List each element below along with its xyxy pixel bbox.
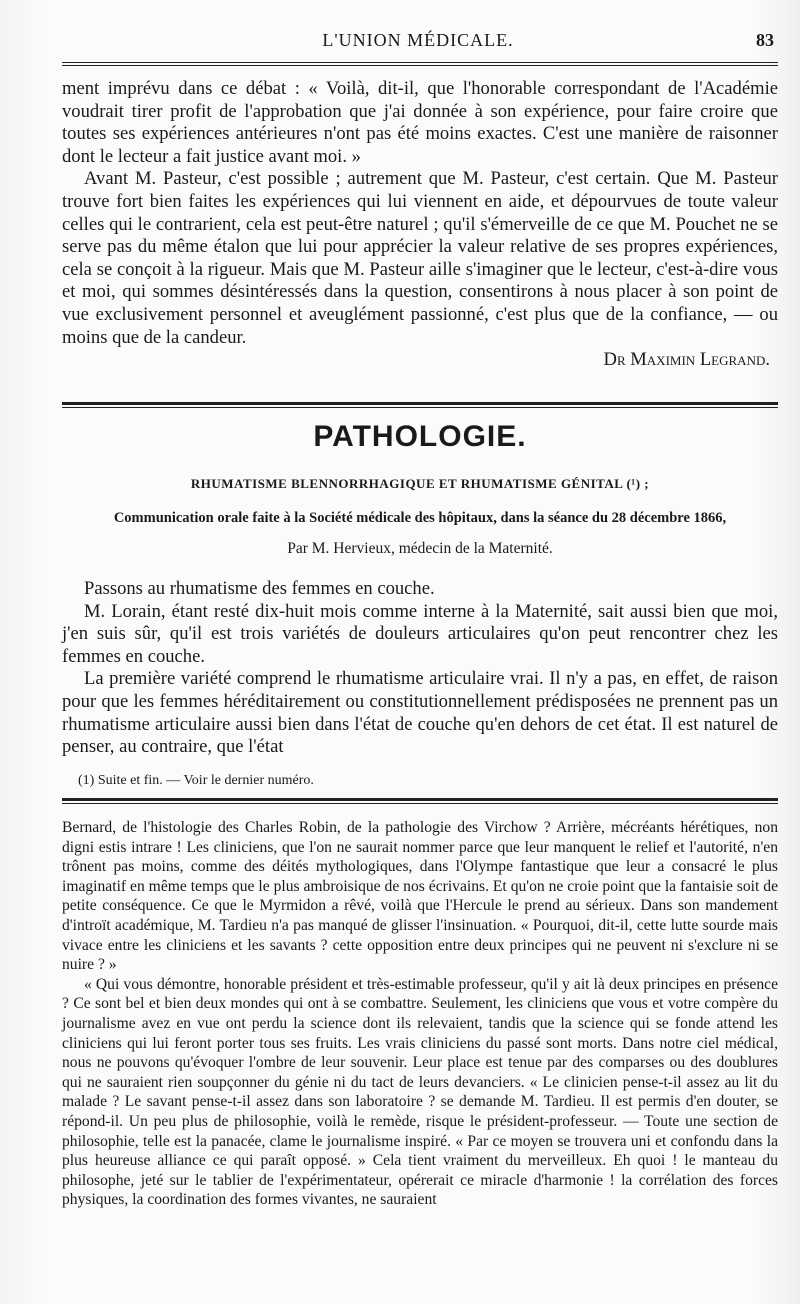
header-rule	[62, 62, 778, 63]
feuilleton-paragraph-2: « Qui vous démontre, honorable président et très-estimable professeur, qu'il y ait là deux principes en présence ? Ce sont bel et bien deux mondes qui ont à se combattre. Seulement, les cliniciens que vous et votre compère du journalisme avez en vue ont perdu la science dont ils relevaient, tandis que la science qui se fonde attend les cliniciens qui lui feront porter tous ses fruits. Les vrais cliniciens du passé sont morts. Dans notre ciel médical, nous ne pouvons qu'évoquer l'ombre de leur souvenir. Leur place est tenue par des comparses ou des doublures qui ne sauraient rien soupçonner du génie ni du tact de leurs devanciers. « Le clinicien pense-t-il assez au lit du malade ? Le savant pense-t-il assez dans son laboratoire ? se demande M. Tardieu. Il est permis d'en douter, se répond-il. Un peu plus de philosophie, voilà le remède, risque le président-professeur. — Toute une section de philosophie, telle est la panacée, clame le journalisme inspiré. « Par ce moyen se trouvera uni et confondu dans la plus heureuse alliance ce qui paraît opposé. » Cela tient vraiment du merveilleux. Eh quoi ! le manteau du philosophe, jeté sur le tablier de l'expérimentateur, opérerait ce miracle d'harmonie ! la corrélation des forces physiques, la coordination des formes vivantes, ne sauraient	[62, 975, 778, 1209]
page-number: 83	[756, 30, 774, 50]
body-paragraph-1: Passons au rhumatisme des femmes en couche.	[84, 578, 435, 599]
article-body	[62, 578, 778, 759]
feuilleton-paragraph-1: Bernard, de l'histologie des Charles Robin, de la pathologie des Virchow ? Arrière, mécréants hérétiques, non digni estis intrare ! Les cliniciens, que l'on ne saurait nommer parce que leur manquent le relief et l'autorité, n'en trônent pas moins, comme des déités mythologiques, dans l'Olympe fantastique que leur a consacré le plus imaginatif en même temps que le plus ambroisique de nos écrivains. Et qu'on ne croie point que la fantaisie soit de petite conséquence. Ce que le Myrmidon a rêvé, voilà que l'Hercule le prend au sérieux. Dans son mandement d'introït académique, M. Tardieu n'a pas manqué de glisser l'insinuation. « Pourquoi, dit-il, cette lutte sourde mais vivace entre les cliniciens et les savants ? cette opposition entre deux principes qui ne peuvent ni s'exclure ni se nuire ? »	[62, 819, 778, 974]
section-title: PATHOLOGIE.	[313, 420, 527, 453]
feuilleton-text	[62, 818, 778, 1210]
section-divider-thin	[62, 407, 778, 408]
header-rule-double	[62, 65, 778, 66]
intro-text	[62, 78, 778, 372]
intro-paragraph-2: Avant M. Pasteur, c'est possible ; autrement que M. Pasteur, c'est certain. Que M. Pasteur trouve fort bien faites les expériences qui lui viennent en aide, et dépourvues de toute valeur celles qui le contrarient, cela est peut-être naturel ; qu'il s'émerveille de ce que M. Pouchet ne se serve pas du même étalon que lui pour apprécier la valeur relative de ses propres expériences, cela se conçoit à la rigueur. Mais que M. Pasteur aille s'imaginer que le lecteur, c'est-à-dire vous et moi, qui sommes désintéressés dans la question, consentirons à nous placer à son point de vue exclusivement personnel et aveuglément passionné, c'est plus que de la confiance, — ou moins que de la candeur.	[62, 168, 778, 348]
running-title: L'UNION MÉDICALE.	[322, 30, 514, 50]
feuilleton-divider-thin	[62, 803, 778, 804]
section-divider	[62, 402, 778, 405]
article-author: Par M. Hervieux, médecin de la Maternité.	[287, 540, 553, 557]
page-header	[58, 28, 778, 56]
article-subtitle: RHUMATISME BLENNORRHAGIQUE ET RHUMATISME GÉNITAL (¹) ;	[190, 476, 650, 491]
footnote: (1) Suite et fin. — Voir le dernier numéro.	[78, 773, 314, 788]
body-paragraph-2: M. Lorain, étant resté dix-huit mois comme interne à la Maternité, sait aussi bien que moi, j'en suis sûr, qu'il est trois variétés de douleurs articulaires qu'on peut rencontrer chez les femmes en couche.	[62, 600, 778, 667]
communication-line: Communication orale faite à la Société médicale des hôpitaux, dans la séance du 28 décembre 1866,	[113, 510, 727, 526]
body-paragraph-3: La première variété comprend le rhumatisme articulaire vrai. Il n'y a pas, en effet, de raison pour que les femmes héréditairement ou constitutionnellement prédisposées ne prennent pas un rhumatisme articulaire aussi bien dans l'état de couche qu'en dehors de cet état. Il est naturel de penser, au contraire, que l'état	[62, 668, 778, 758]
feuilleton-divider	[62, 798, 778, 801]
intro-paragraph-1: ment imprévu dans ce débat : « Voilà, dit-il, que l'honorable correspondant de l'Académie voudrait tirer profit de l'approbation que j'ai donnée à son expérience, pour faire croire que toutes ses expériences antérieures n'ont pas été moins exactes. C'est une manière de raisonner dont le lecteur a fait justice avant moi. »	[62, 78, 778, 167]
article-signature: Dr Maximin Legrand.	[603, 349, 770, 371]
